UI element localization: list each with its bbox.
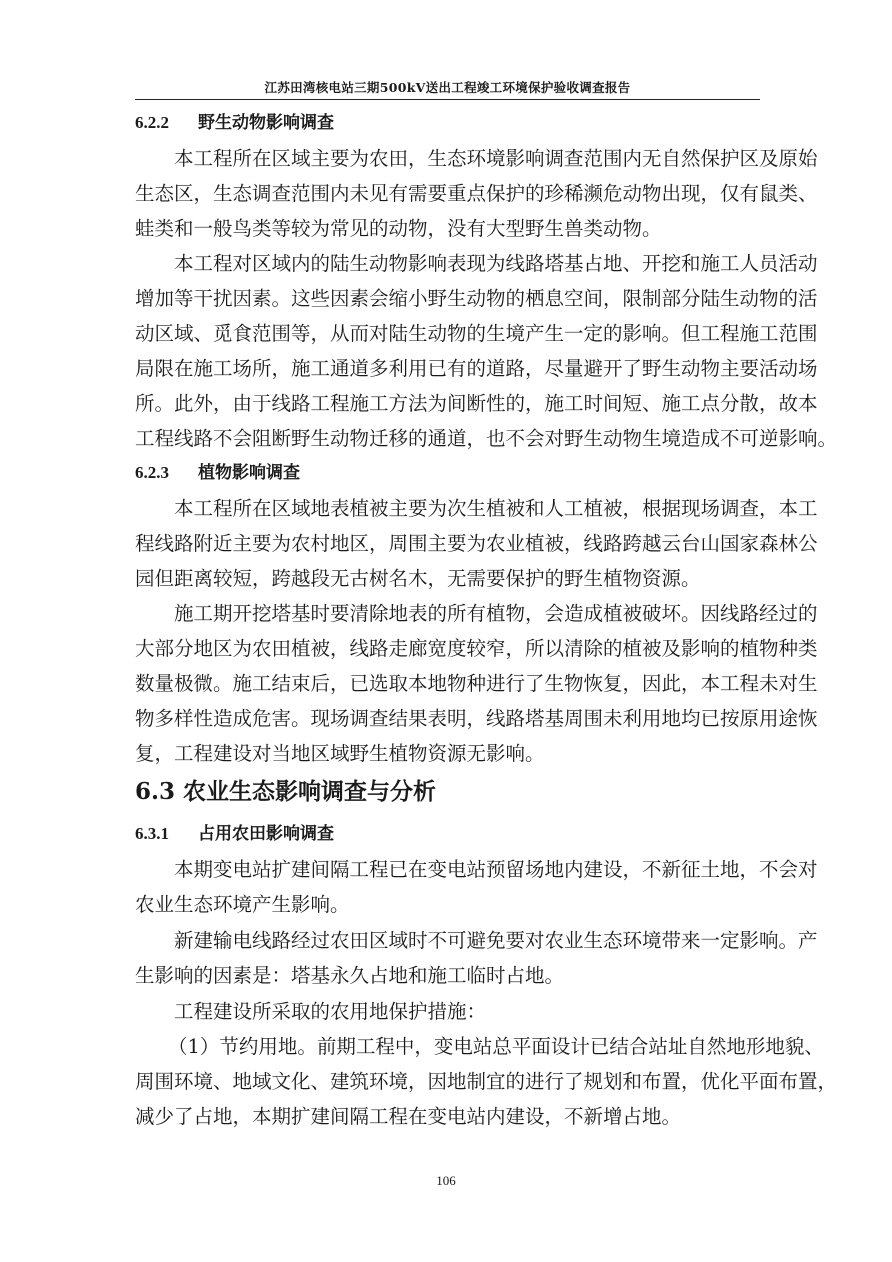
running-header: 江苏田湾核电站三期500kV送出工程竣工环境保护验收调查报告 xyxy=(264,80,631,95)
paragraph-line: 程线路附近主要为农村地区，周围主要为农业植被，线路跨越云台山国家森林公 xyxy=(135,532,818,555)
section-heading-6-2-2 xyxy=(135,108,760,133)
page-number: 106 xyxy=(436,1173,456,1188)
paragraph-line: 局限在施工场所，施工通道多利用已有的道路，尽量避开了野生动物主要活动场 xyxy=(135,357,818,380)
section-heading-6-2-3 xyxy=(135,458,760,483)
section-title: 野生动物影响调查 xyxy=(198,113,334,133)
paragraph-line: 大部分地区为农田植被，线路走廊宽度较窄，所以清除的植被及影响的植物种类 xyxy=(135,637,818,660)
paragraph-line: 新建输电线路经过农田区域时不可避免要对农业生态环境带来一定影响。产 xyxy=(174,929,818,952)
paragraph-line: 工程线路不会阻断野生动物迁移的通道，也不会对野生动物生境造成不可逆影响。 xyxy=(135,427,838,450)
section-title: 占用农田影响调查 xyxy=(198,824,334,844)
paragraph-line: 周围环境、地域文化、建筑环境，因地制宜的进行了规划和布置，优化平面布置， xyxy=(135,1070,838,1093)
paragraph-line: 工程建设所采取的农用地保护措施： xyxy=(174,1000,487,1023)
paragraph-line: 园但距离较短，跨越段无古树名木，无需要保护的野生植物资源。 xyxy=(135,567,701,590)
paragraph-line: 生态区，生态调查范围内未见有需要重点保护的珍稀濒危动物出现，仅有鼠类、 xyxy=(135,182,818,205)
paragraph-line: 本工程对区域内的陆生动物影响表现为线路塔基占地、开挖和施工人员活动 xyxy=(174,252,818,275)
paragraph-line: 本期变电站扩建间隔工程已在变电站预留场地内建设，不新征土地，不会对 xyxy=(174,858,818,881)
paragraph-line: （1）节约用地。前期工程中，变电站总平面设计已结合站址自然地形地貌、 xyxy=(168,1035,824,1058)
section-title: 植物影响调查 xyxy=(198,463,300,483)
section-number: 6.2.3 xyxy=(135,463,169,482)
paragraph-line: 蛙类和一般鸟类等较为常见的动物，没有大型野生兽类动物。 xyxy=(135,217,662,240)
paragraph-line: 所。此外，由于线路工程施工方法为间断性的，施工时间短、施工点分散，故本 xyxy=(135,392,818,415)
paragraph-line: 增加等干扰因素。这些因素会缩小野生动物的栖息空间，限制部分陆生动物的活 xyxy=(135,287,818,310)
paragraph-line: 生影响的因素是：塔基永久占地和施工临时占地。 xyxy=(135,964,565,987)
section-number: 6.2.2 xyxy=(135,113,169,132)
section-heading-6-3: 6.3 农业生态影响调查与分析 xyxy=(135,778,437,805)
section-heading-6-3-1 xyxy=(135,819,760,844)
paragraph-line: 本工程所在区域地表植被主要为次生植被和人工植被，根据现场调查，本工 xyxy=(174,497,818,520)
paragraph-line: 本工程所在区域主要为农田，生态环境影响调查范围内无自然保护区及原始 xyxy=(174,147,818,170)
paragraph-line: 农业生态环境产生影响。 xyxy=(135,893,350,916)
paragraph-line: 减少了占地，本期扩建间隔工程在变电站内建设，不新增占地。 xyxy=(135,1105,682,1128)
paragraph-line: 物多样性造成危害。现场调查结果表明，线路塔基周围未利用地均已按原用途恢 xyxy=(135,707,818,730)
header-rule xyxy=(135,99,760,100)
section-number: 6.3.1 xyxy=(135,824,169,843)
paragraph-line: 复，工程建设对当地区域野生植物资源无影响。 xyxy=(135,742,545,765)
paragraph-line: 数量极微。施工结束后，已选取本地物种进行了生物恢复，因此，本工程未对生 xyxy=(135,672,818,695)
paragraph-line: 动区域、觅食范围等，从而对陆生动物的生境产生一定的影响。但工程施工范围 xyxy=(135,322,818,345)
paragraph-line: 施工期开挖塔基时要清除地表的所有植物，会造成植被破坏。因线路经过的 xyxy=(174,602,818,625)
